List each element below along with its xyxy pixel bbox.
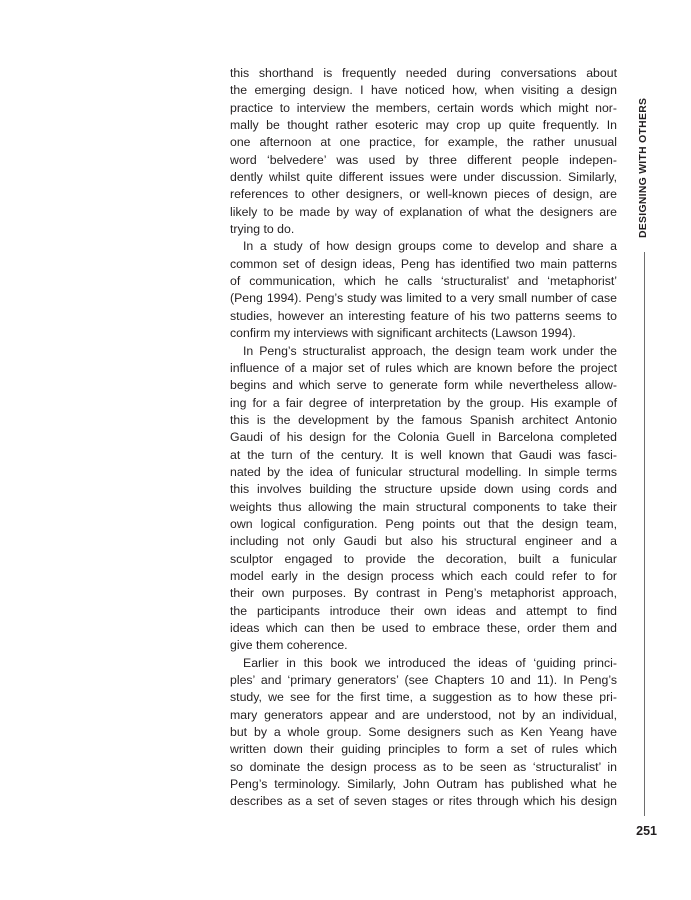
text-line: mary generators appear and are understood, not by an individual, [230, 707, 617, 722]
text-line: practice to interview the members, certain words which might nor- [230, 100, 617, 115]
text-line: study, we see for the first time, a suggestion as to how these pri- [230, 690, 617, 705]
text-line: studies, however an interesting feature of his two patterns seems to [230, 308, 617, 323]
text-line: at the turn of the century. It is well known that Gaudi was fasci- [230, 447, 617, 462]
text-line: ideas which can then be used to embrace these, order them and [230, 621, 617, 635]
text-line: Peng’s terminology. Similarly, John Outram has published what he [230, 777, 617, 792]
text-line: their own purposes. By contrast in Peng’s metaphorist approach, [230, 586, 617, 601]
body-text [230, 65, 617, 811]
text-line: describes as a set of seven stages or rites through which his design [230, 794, 617, 809]
text-line: this involves building the structure upside down using cords and [230, 482, 617, 497]
text-line: weights thus allowing the main structural components to take their [230, 499, 617, 514]
text-line: mally be thought rather esoteric may crop up quite frequently. In [230, 118, 617, 133]
text-line: word ‘belvedere’ was used by three different people indepen- [230, 152, 617, 167]
text-line: likely to be made by way of explanation of what the designers are [230, 204, 617, 219]
text-line: this shorthand is frequently needed during conversations about [230, 66, 617, 80]
margin-rule [644, 252, 645, 816]
text-line: the emerging design. I have noticed how, when visiting a design [230, 83, 617, 98]
running-header-text: DESIGNING WITH OTHERS [638, 97, 649, 238]
paragraph-first-line: In Peng’s structuralist approach, the design team work under the [243, 343, 617, 358]
text-line: ples’ and ‘primary generators’ (see Chapters 10 and 11). In Peng’s [230, 673, 617, 688]
paragraph-first-line: In a study of how design groups come to develop and share a [243, 239, 617, 254]
text-line: own logical configuration. Peng points out that the design team, [230, 516, 617, 531]
text-line: common set of design ideas, Peng has identified two main patterns [230, 256, 617, 271]
page-number: 251 [636, 824, 657, 838]
text-line: begins and which serve to generate form while nevertheless allow- [230, 378, 617, 393]
text-line: Gaudi of his design for the Colonia Guell in Barcelona completed [230, 430, 617, 445]
text-line: including not only Gaudi but also his structural engineer and a [230, 534, 617, 549]
text-line: influence of a major set of rules which are known before the project [230, 360, 617, 375]
paragraph-first-line: Earlier in this book we introduced the ideas of ‘guiding princi- [243, 655, 617, 670]
text-line: written down their guiding principles to form a set of rules which [230, 742, 617, 757]
text-line: nated by the idea of funicular structural modelling. In simple terms [230, 464, 617, 479]
paragraph-last-line: give them coherence. [230, 638, 348, 653]
paragraph-last-line: trying to do. [230, 222, 295, 237]
text-line: sculptor engaged to provide the decoration, built a funicular [230, 551, 617, 566]
text-line: model early in the design process which each could refer to for [230, 568, 617, 583]
text-line: so dominate the design process as to be seen as ‘structuralist’ in [230, 759, 617, 774]
text-line: the participants introduce their own ideas and attempt to find [230, 603, 617, 618]
text-line: but by a whole group. Some designers such as Ken Yeang have [230, 725, 617, 740]
text-line: one afternoon at one practice, for example, the rather unusual [230, 135, 617, 150]
text-line: (Peng 1994). Peng’s study was limited to a very small number of case [230, 291, 617, 306]
text-line: this is the development by the famous Spanish architect Antonio [230, 412, 617, 427]
text-line: dently whilst quite different issues were under discussion. Similarly, [230, 170, 617, 185]
text-line: ing for a fair degree of interpretation by the group. His example of [230, 395, 617, 410]
paragraph-last-line: confirm my interviews with significant architects (Lawson 1994). [230, 326, 576, 341]
text-line: references to other designers, or well-known pieces of design, are [230, 187, 617, 202]
running-header [636, 66, 652, 238]
text-line: of communication, which he calls ‘structuralist’ and ‘metaphorist’ [230, 274, 617, 289]
